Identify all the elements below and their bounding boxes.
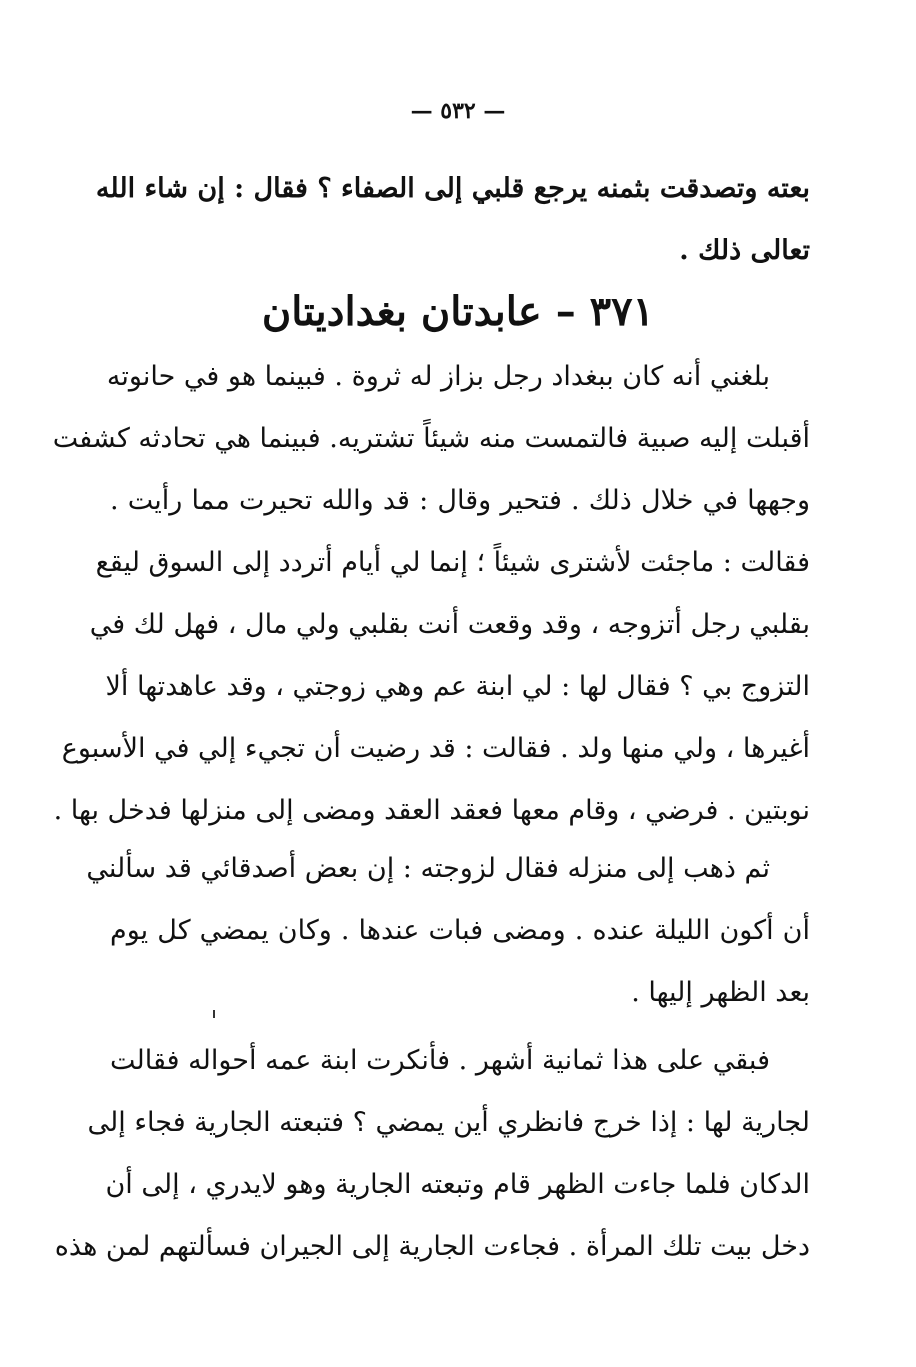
paragraph-line: أقبلت إليه صبية فالتمست منه شيئاً تشتريه. فبينما هي تحادثه كشفت [52,423,810,454]
paragraph-3 [54,1030,810,1278]
paragraph-line: الدكان فلما جاءت الظهر قام وتبعته الجارية وهو لايدري ، إلى أن [105,1169,810,1200]
paragraph-line: فبقي على هذا ثمانية أشهر . فأنكرت ابنة عمه أحواله فقالت [110,1045,770,1076]
paragraph-line: وجهها في خلال ذلك . فتحير وقال : قد والله تحيرت مما رأيت . [110,485,810,516]
paragraph-1 [52,346,810,842]
paragraph-line: بقلبي رجل أتزوجه ، وقد وقعت أنت بقلبي ولي مال ، فهل لك في [89,609,810,640]
print-speck [213,1010,215,1018]
paragraph-line: أن أكون الليلة عنده . ومضى فبات عندها . وكان يمضي كل يوم [110,915,810,946]
paragraph-2 [86,838,810,1024]
intro-paragraph [95,158,810,282]
section-heading: ٣٧١ – عابدتان بغداديتان [261,288,655,335]
paragraph-line: التزوج بي ؟ فقال لها : لي ابنة عم وهي زوجتي ، وقد عاهدتها ألا [105,671,810,702]
paragraph-line: لجارية لها : إذا خرج فانظري أين يمضي ؟ فتبعته الجارية فجاء إلى [87,1107,810,1138]
intro-line: تعالى ذلك . [679,235,810,266]
paragraph-line: بعد الظهر إليها . [631,977,810,1008]
paragraph-line: فقالت : ماجئت لأشترى شيئاً ؛ إنما لي أيام أتردد إلى السوق ليقع [95,547,810,578]
paragraph-line: نوبتين . فرضي ، وقام معها فعقد العقد ومضى إلى منزلها فدخل بها . [53,795,810,826]
paragraph-line: بلغني أنه كان ببغداد رجل بزاز له ثروة . فبينما هو في حانوته [106,361,770,392]
page-number: — ٥٣٢ — [410,98,506,124]
paragraph-line: أغيرها ، ولي منها ولد . فقالت : قد رضيت أن تجيء إلي في الأسبوع [61,733,810,764]
paragraph-line: ثم ذهب إلى منزله فقال لزوجته : إن بعض أصدقائي قد سألني [86,853,770,884]
intro-line: بعته وتصدقت بثمنه يرجع قلبي إلى الصفاء ؟ فقال : إن شاء الله [95,173,810,204]
paragraph-line: دخل بيت تلك المرأة . فجاءت الجارية إلى الجيران فسألتهم لمن هذه [54,1231,810,1262]
